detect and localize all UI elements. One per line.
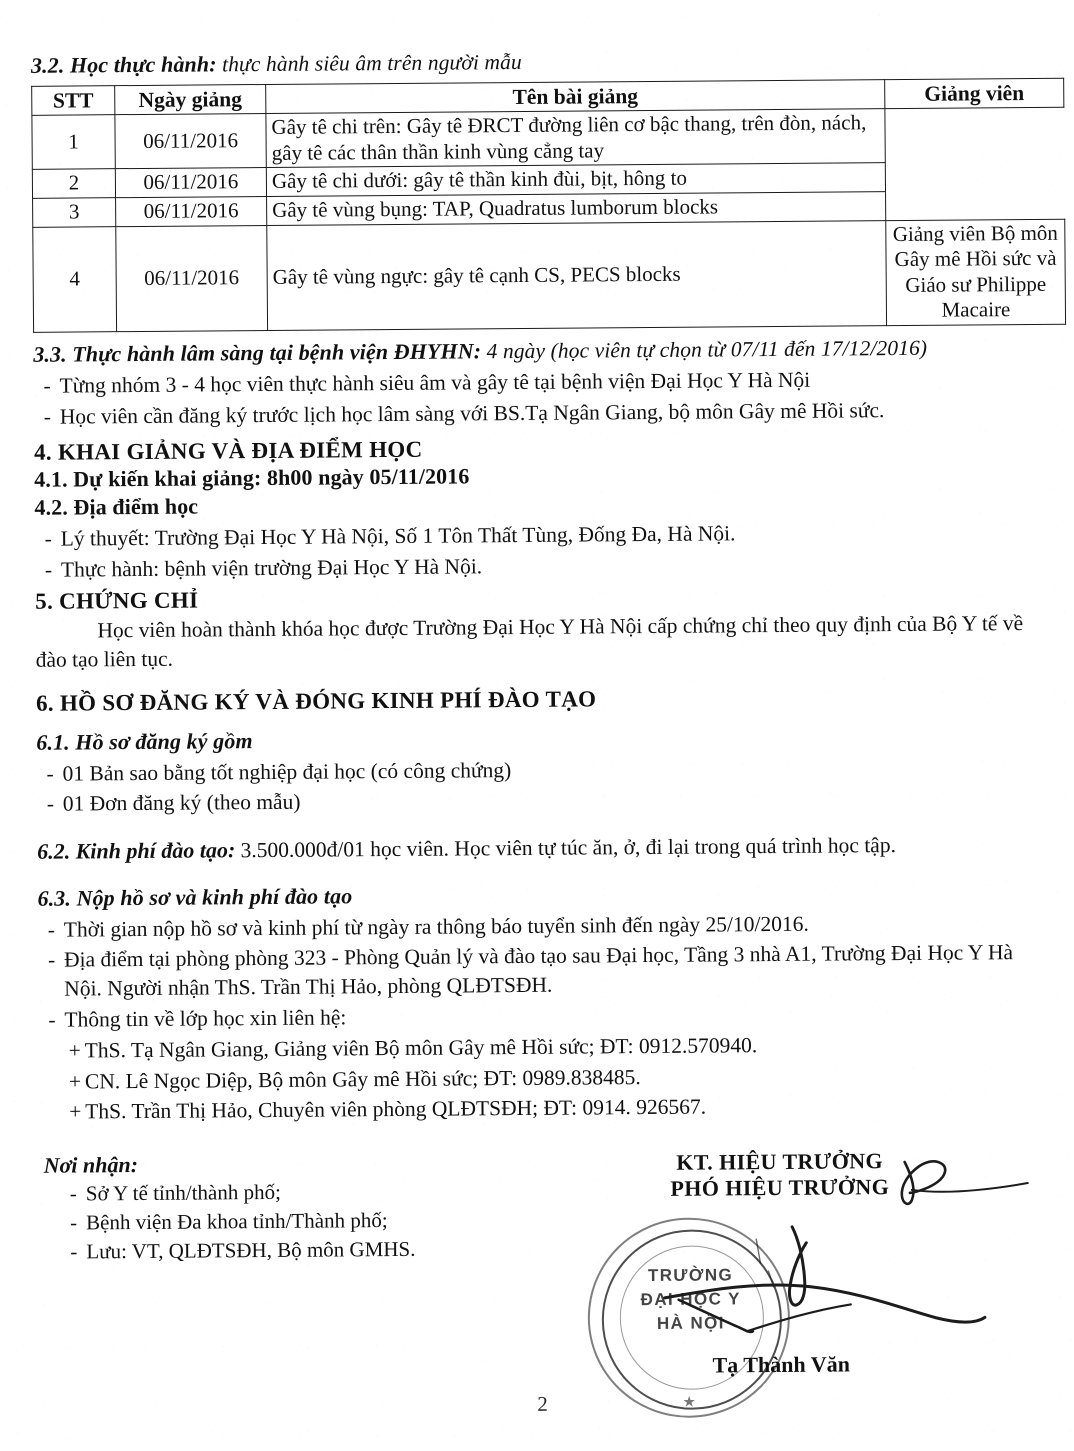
table-row	[32, 107, 1064, 169]
list-item-text: Từng nhóm 3 - 4 học viên thực hành siêu âm và gây tê tại bệnh viện Đại Học Y Hà Nội	[59, 367, 811, 398]
col-header-stt: STT	[32, 86, 115, 116]
recipient-item-text: Lưu: VT, QLĐTSĐH, Bộ môn GMHS.	[86, 1237, 416, 1264]
dash-bullet-icon: -	[48, 1007, 56, 1032]
cell-lesson: Gây tê vùng bụng: TAP, Quadratus lumborum blocks	[267, 192, 886, 225]
dash-bullet-icon: -	[70, 1239, 78, 1264]
cell-lesson: Gây tê chi dưới: gây tê thần kinh đùi, bịt, hông to	[266, 163, 885, 196]
dash-bullet-icon: -	[43, 404, 52, 429]
list-item-text: 01 Đơn đăng ký (theo mẫu)	[62, 790, 301, 816]
contact-item-text: ThS. Tạ Ngân Giang, Giảng viên Bộ môn Gây mê Hồi sức; ĐT: 0912.570940.	[84, 1032, 758, 1063]
col-header-date: Ngày giảng	[115, 84, 266, 114]
dash-bullet-icon: -	[46, 791, 55, 817]
seal-line-2: ĐẠI HỌC Y	[640, 1289, 741, 1310]
dash-bullet-icon: -	[69, 1210, 78, 1235]
dash-bullet-icon: -	[47, 947, 56, 973]
contact-item-text: CN. Lê Ngọc Diệp, Bộ môn Gây mê Hồi sức; ĐT: 0989.838485.	[84, 1064, 641, 1093]
section-5-title: 5. CHỨNG CHỈ	[35, 587, 199, 615]
signature-title-line-2: PHÓ HIỆU TRƯỞNG	[670, 1174, 890, 1202]
list-item-text: Học viên cần đăng ký trước lịch học lâm sàng với BS.Tạ Ngân Giang, bộ môn Gây mê Hồi sức.	[59, 397, 885, 429]
section-6-1-heading: 6.1. Hồ sơ đăng ký gồm	[36, 728, 253, 755]
cell-stt: 3	[33, 198, 116, 227]
contact-item-text: ThS. Trần Thị Hảo, Chuyên viên phòng QLĐTSĐH; ĐT: 0914. 926567.	[85, 1094, 707, 1124]
section-3-2-heading-bold: 3.2. Học thực hành:	[30, 51, 217, 78]
cell-stt: 1	[32, 115, 115, 170]
document-body	[30, 44, 1058, 1411]
recipient-item	[44, 1234, 514, 1266]
section-4-title: 4. KHAI GIẢNG VÀ ĐỊA ĐIỂM HỌC	[33, 436, 423, 465]
table-row	[33, 219, 1066, 333]
dash-bullet-icon: -	[47, 917, 56, 942]
seal-line-1: TRƯỜNG	[647, 1265, 734, 1286]
list-item	[35, 548, 1025, 585]
signature-title-line-1: KT. HIỆU TRƯỞNG	[676, 1148, 884, 1175]
document-footer	[40, 1145, 1032, 1411]
dash-bullet-icon: -	[46, 761, 54, 786]
recipients-block	[44, 1149, 515, 1266]
list-item-text: Địa điểm tại phòng phòng 323 - Phòng Quản lý và đào tạo sau Đại học, Tầng 3 nhà A1, Trường Đại Học Y Hà Nội. Người nhận ThS. Trần Thị Hảo, phòng QLĐTSĐH.	[63, 940, 1014, 1001]
section-5-body: Học viên hoàn thành khóa học được Trường Đại Học Y Hà Nội cấp chứng chỉ theo quy định của Bộ Y tế về đào tạo liên tục.	[35, 611, 1024, 672]
signer-name: Tạ Thành Văn	[712, 1351, 851, 1378]
recipient-item	[44, 1176, 514, 1208]
cell-lesson: Gây tê vùng ngực: gây tê cạnh CS, PECS blocks	[267, 220, 887, 330]
plus-bullet-icon: +	[68, 1068, 82, 1094]
page-number: 2	[537, 1391, 548, 1416]
section-6-3-heading: 6.3. Nộp hồ sơ và kinh phí đào tạo	[37, 883, 353, 911]
dash-bullet-icon: -	[43, 373, 51, 398]
dash-bullet-icon: -	[69, 1181, 77, 1206]
recipient-item-text: Bệnh viện Đa khoa tỉnh/Thành phố;	[85, 1208, 388, 1235]
list-item-text: Lý thuyết: Trường Đại Học Y Hà Nội, Số 1 Tôn Thất Tùng, Đống Đa, Hà Nội.	[60, 521, 736, 551]
section-6-2-heading: 6.2. Kinh phí đào tạo:	[37, 837, 236, 864]
recipients-heading: Nơi nhận:	[43, 1152, 139, 1178]
list-item	[38, 938, 1028, 1003]
cell-teacher: Giảng viên Bộ môn Gây mê Hồi sức và Giáo sư Philippe Macaire	[886, 219, 1066, 326]
section-4-2-heading: 4.2. Địa điểm học	[34, 493, 199, 520]
cell-date: 06/11/2016	[115, 114, 266, 169]
section-3-3-heading-bold: 3.3. Thực hành lâm sàng tại bệnh viện ĐHYHN:	[33, 338, 482, 367]
recipient-item	[44, 1205, 514, 1237]
dash-bullet-icon: -	[44, 526, 52, 551]
list-item-text: 01 Bản sao bằng tốt nghiệp đại học (có công chứng)	[62, 757, 512, 786]
list-item-text: Thông tin về lớp học xin liên hệ:	[64, 1005, 347, 1032]
section-6-2	[37, 829, 1027, 867]
cell-lesson: Gây tê chi trên: Gây tê ĐRCT đường liên cơ bậc thang, trên đòn, nách, gây tê các thân thần kinh vùng cẳng tay	[266, 109, 885, 168]
cell-date: 06/11/2016	[115, 168, 266, 198]
table-header-row	[32, 78, 1064, 115]
list-item-text: Thực hành: bệnh viện trường Đại Học Y Hà Nội.	[60, 553, 483, 582]
list-item	[37, 782, 1027, 819]
section-4-1-heading: 4.1. Dự kiến khai giảng: 8h00 ngày 05/11/2016	[34, 462, 470, 492]
seal-star-icon: ★	[682, 1394, 697, 1411]
cell-date: 06/11/2016	[116, 196, 267, 226]
signature-block	[600, 1148, 962, 1380]
plus-bullet-icon: +	[69, 1099, 82, 1124]
section-6-title: 6. HỒ SƠ ĐĂNG KÝ VÀ ĐÓNG KINH PHÍ ĐÀO TẠO	[35, 686, 597, 716]
plus-bullet-icon: +	[68, 1038, 81, 1063]
col-header-lesson: Tên bài giảng	[266, 80, 885, 114]
cell-stt: 2	[32, 169, 115, 198]
section-3-2-heading	[31, 44, 1021, 81]
list-item	[34, 395, 1024, 432]
seal-line-3: HÀ NỘI	[656, 1313, 725, 1334]
dash-bullet-icon: -	[44, 557, 53, 582]
cell-date: 06/11/2016	[116, 225, 268, 332]
recipient-item-text: Sở Y tế tỉnh/thành phố;	[85, 1179, 281, 1206]
practice-schedule-table	[31, 78, 1066, 333]
contact-item	[39, 1090, 1029, 1127]
list-item-text: Thời gian nộp hồ sơ và kinh phí từ ngày ra thông báo tuyển sinh đến ngày 25/10/2016.	[63, 911, 809, 942]
section-3-3-heading-italic: 4 ngày (học viên tự chọn từ 07/11 đến 17/12/2016)	[481, 335, 928, 364]
col-header-teacher: Giảng viên	[885, 78, 1064, 109]
section-3-2-heading-italic: thực hành siêu âm trên người mẫu	[216, 49, 522, 77]
cell-stt: 4	[33, 226, 117, 332]
section-6-2-body: 3.500.000đ/01 học viên. Học viên tự túc ăn, ở, đi lại trong quá trình học tập.	[235, 833, 897, 863]
